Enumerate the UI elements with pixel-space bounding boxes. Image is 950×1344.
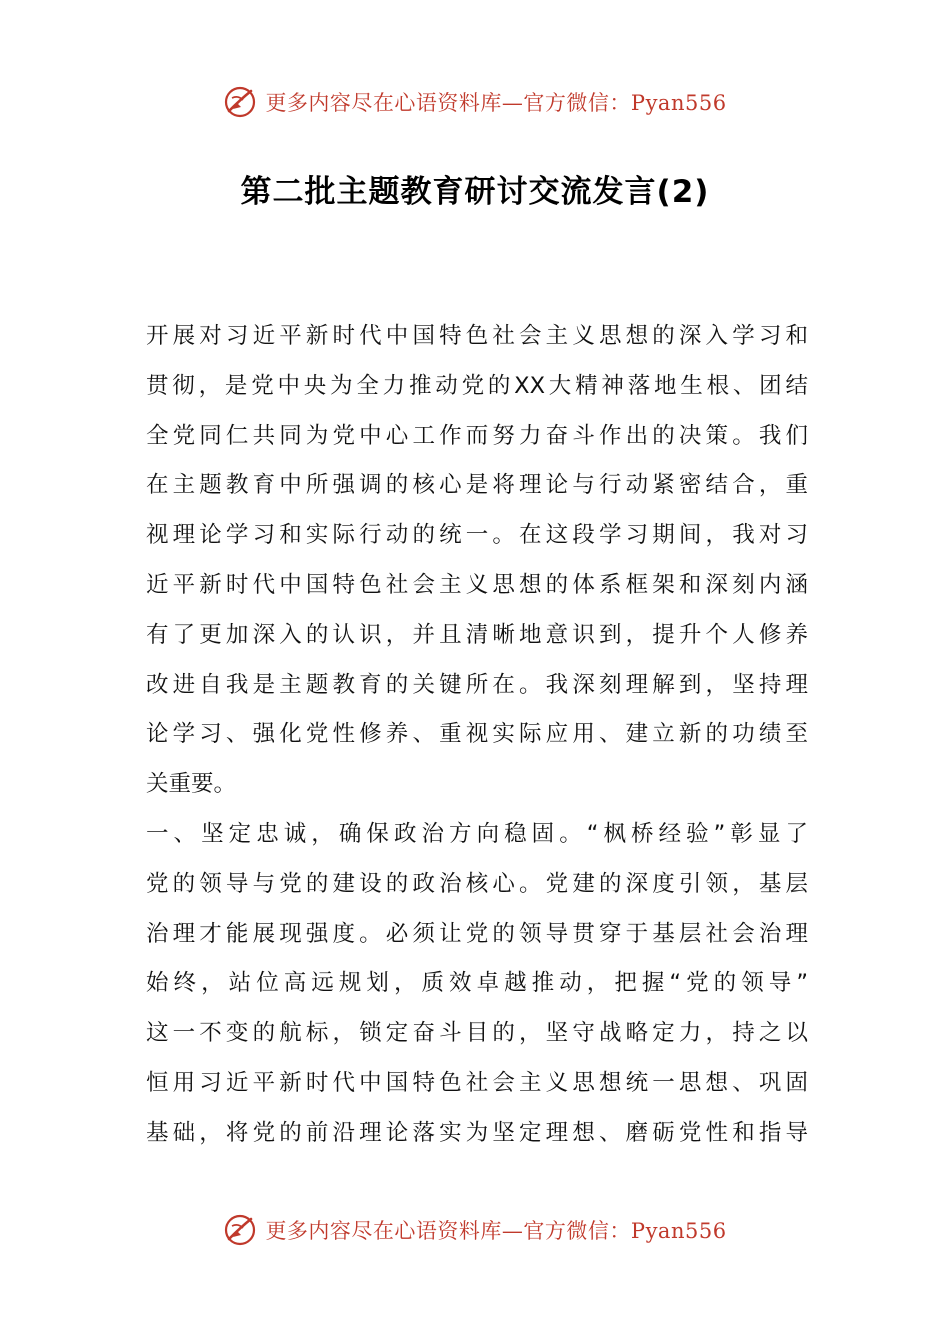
text-line: 近平新时代中国特色社会主义思想的体系框架和深刻内涵 [146, 571, 808, 598]
text-line: 党的领导与党的建设的政治核心。党建的深度引领，基层 [146, 870, 808, 897]
text-line: 视理论学习和实际行动的统一。在这段学习期间，我对习 [146, 522, 808, 549]
text-line: 基础，将党的前沿理论落实为坚定理想、磨砺党性和指导 [146, 1119, 808, 1146]
document-title: 第二批主题教育研讨交流发言(2) [240, 174, 710, 210]
header-watermark [0, 82, 950, 122]
text-line: 开展对习近平新时代中国特色社会主义思想的深入学习和 [146, 323, 808, 349]
text-line: 改进自我是主题教育的关键所在。我深刻理解到，坚持理 [146, 671, 808, 698]
text-line: 有了更加深入的认识，并且清晰地意识到，提升个人修养 [146, 621, 808, 648]
text-line: 恒用习近平新时代中国特色社会主义思想统一思想、巩固 [146, 1069, 808, 1096]
pen-logo-icon [223, 85, 257, 119]
text-line: 贯彻，是党中央为全力推动党的XX大精神落地生根、团结 [146, 372, 808, 399]
text-line: 全党同仁共同为党中心工作而努力奋斗作出的决策。我们 [146, 422, 808, 449]
text-line: 治理才能展现强度。必须让党的领导贯穿于基层社会治理 [146, 920, 808, 947]
footer-watermark [0, 1210, 950, 1250]
text-line: 关重要。 [146, 771, 237, 798]
text-line: 这一不变的航标，锁定奋斗目的，坚守战略定力，持之以 [146, 1020, 808, 1047]
text-line: 始终，站位高远规划，质效卓越推动，把握“党的领导” [146, 970, 808, 997]
watermark-text: 更多内容尽在心语资料库—官方微信：Pyan556 [265, 91, 727, 115]
document-body [146, 312, 808, 1159]
text-line: 在主题教育中所强调的核心是将理论与行动紧密结合，重 [146, 472, 808, 499]
watermark-text: 更多内容尽在心语资料库—官方微信：Pyan556 [265, 1219, 727, 1243]
text-line: 论学习、强化党性修养、重视实际应用、建立新的功绩至 [146, 721, 808, 748]
text-line: 一、坚定忠诚，确保政治方向稳固。“枫桥经验”彰显了 [146, 820, 808, 847]
pen-logo-icon [223, 1213, 257, 1247]
